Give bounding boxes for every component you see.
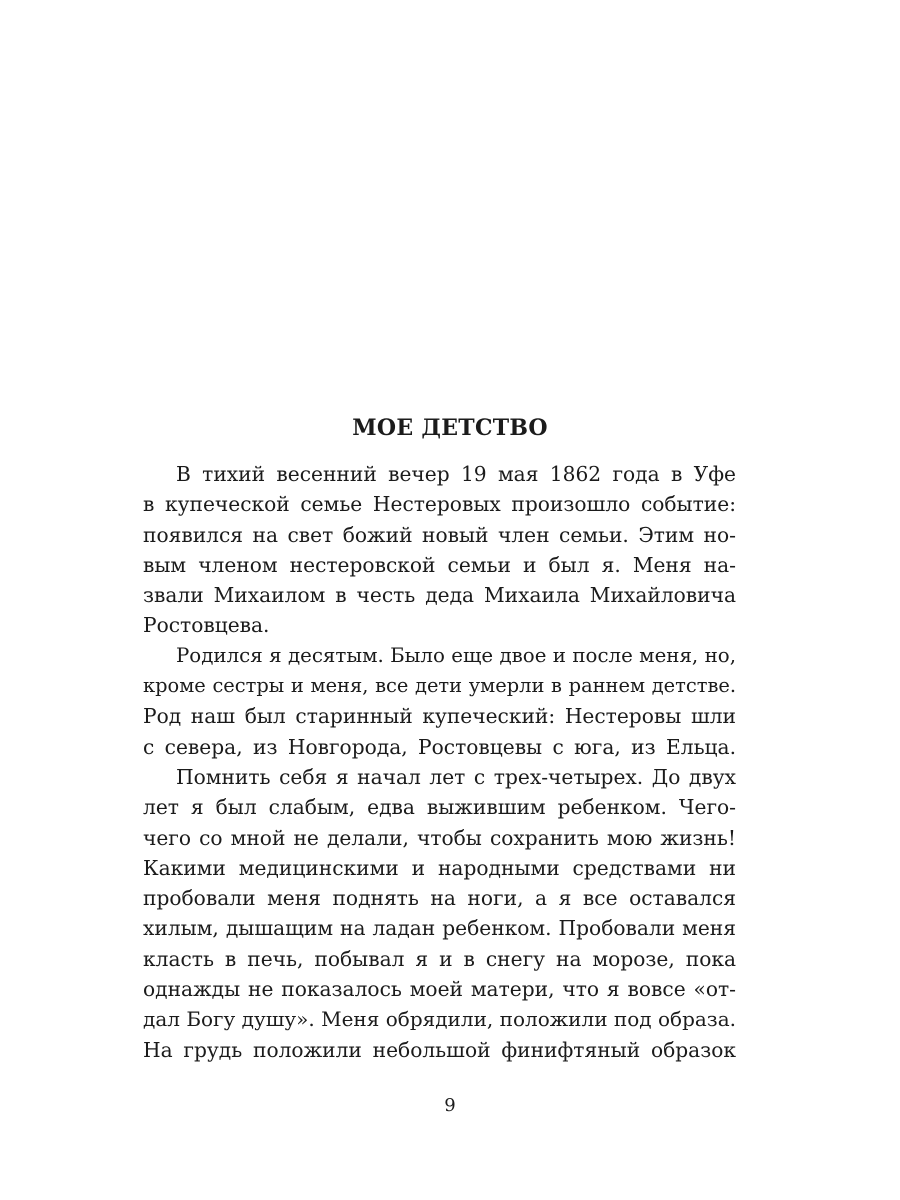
text-line: В тихий весенний вечер 19 мая 1862 года в Уфе (176, 462, 736, 486)
text-line: с севера, из Новгорода, Ростовцевы с юга, из Ельца. (143, 734, 736, 759)
text-line: однажды не показалось моей матери, что я вовсе «от- (143, 977, 736, 1002)
page-number: 9 (444, 1095, 456, 1116)
text-line: лет я был слабым, едва выжившим ребенком. Чего- (143, 795, 736, 820)
text-line: Род наш был старинный купеческий: Нестеровы шли (143, 704, 736, 729)
body-text (143, 459, 736, 1065)
text-line: Ростовцева. (143, 613, 270, 638)
text-line: пробовали меня поднять на ноги, а я все оставался (143, 886, 736, 911)
text-line: в купеческой семье Нестеровых произошло событие: (143, 492, 736, 517)
text-line: класть в печь, побывал я и в снегу на морозе, пока (143, 946, 736, 971)
text-line: кроме сестры и меня, все дети умерли в раннем детстве. (143, 674, 736, 698)
text-line: На грудь положили небольшой финифтяный образок (143, 1037, 736, 1062)
chapter-title: МОЕ ДЕТСТВО (352, 415, 548, 441)
text-line: Помнить себя я начал лет с трех-четырех. До двух (176, 764, 736, 789)
text-line: Родился я десятым. Было еще двое и после меня, но, (176, 643, 736, 667)
text-line: Какими медицинскими и народными средствами ни (143, 855, 736, 880)
text-line: чего со мной не делали, чтобы сохранить мою жизнь! (143, 825, 736, 850)
text-line: хилым, дышащим на ладан ребенком. Пробовали меня (143, 916, 736, 941)
text-line: вым членом нестеровской семьи и был я. Меня на- (143, 552, 736, 577)
text-line: звали Михаилом в честь деда Михаила Михайловича (143, 583, 736, 608)
text-line: дал Богу душу». Меня обрядили, положили под образа. (143, 1007, 736, 1032)
text-line: появился на свет божий новый член семьи. Этим но- (143, 522, 736, 547)
